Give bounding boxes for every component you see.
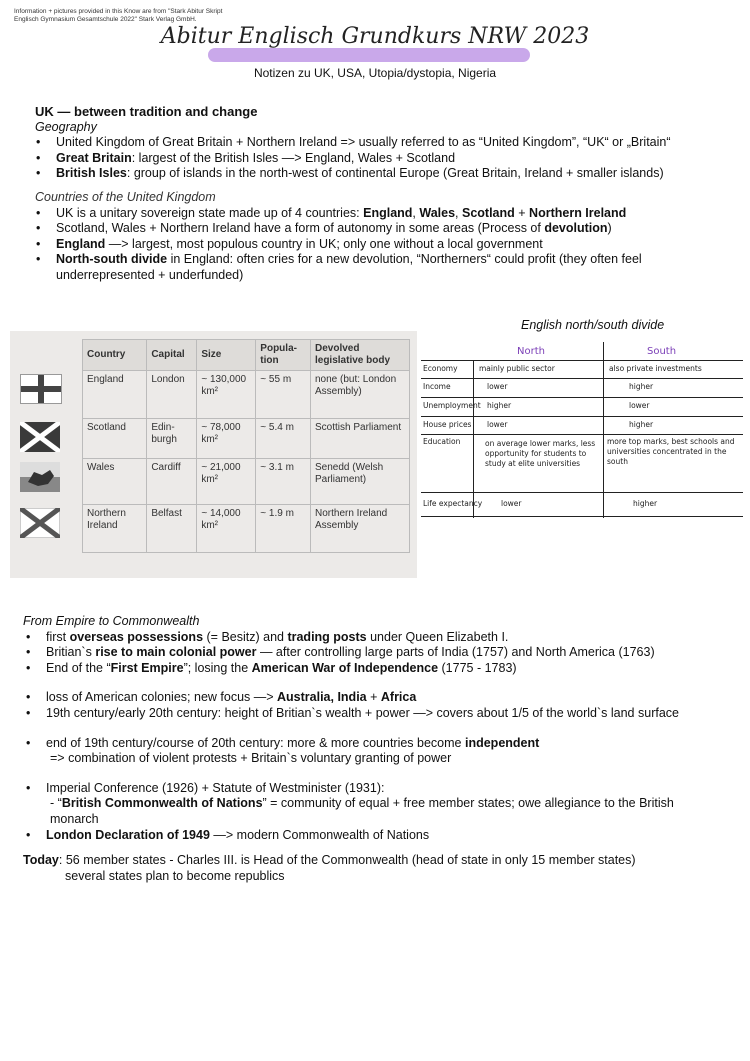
northern-ireland-flag-icon <box>20 508 60 538</box>
list-item: • UK is a unitary sovereign state made up of 4 countries: England, Wales, Scotland + Northern Ireland <box>32 206 712 222</box>
table-cell: ~ 1.9 m <box>256 505 311 553</box>
list-item: • Great Britain: largest of the British Isles —> England, Wales + Scotland <box>32 151 712 167</box>
col-header: Country <box>83 340 147 371</box>
row-south: also private investments <box>609 364 702 373</box>
list-item: • United Kingdom of Great Britain + Northern Ireland => usually referred to as “United Kingdom”, “UK“ or „Britain“ <box>32 135 712 151</box>
table-cell: Wales <box>83 459 147 505</box>
countries-heading: Countries of the United Kingdom <box>35 189 216 204</box>
north-header: North <box>517 346 545 357</box>
list-item: • Imperial Conference (1926) + Statute of Westminister (1931): <box>22 781 702 797</box>
geography-heading: Geography <box>35 119 97 134</box>
list-item: • Britian`s rise to main colonial power — after controlling large parts of India (1757) and North America (1763) <box>22 645 702 661</box>
row-north: mainly public sector <box>479 364 555 373</box>
countries-list <box>32 206 712 284</box>
row-south: higher <box>629 382 654 391</box>
list-item: • Scotland, Wales + Northern Ireland have a form of autonomy in some areas (Process of devolution) <box>32 221 712 237</box>
title-highlight <box>208 48 530 62</box>
table-cell: ~ 78,000 km² <box>197 419 256 459</box>
row-south: higher <box>629 420 654 429</box>
today-line: Today: 56 member states - Charles III. is Head of the Commonwealth (head of state in only 15 member states) <box>23 853 636 868</box>
countries-table <box>16 339 410 553</box>
list-item: • loss of American colonies; new focus —> Australia, India + Africa <box>22 690 702 706</box>
table-cell: Scottish Parliament <box>310 419 409 459</box>
row-label: House prices <box>423 420 472 429</box>
row-north: lower <box>487 420 508 429</box>
list-item: • 19th century/early 20th century: height of Britian`s wealth + power —> covers about 1/5 of the world`s land surface <box>22 706 702 722</box>
table-cell: Northern Ireland Assembly <box>310 505 409 553</box>
col-header: Devolved legislative body <box>310 340 409 371</box>
table-cell: ~ 21,000 km² <box>197 459 256 505</box>
col-header: Popula-tion <box>256 340 311 371</box>
source-note: Information + pictures provided in this Know are from "Stark Abitur Skript Englisch Gymnasium Gesamtschule 2022" Stark Verlag GmbH. <box>14 8 223 23</box>
list-item: • End of the “First Empire”; losing the American War of Independence (1775 - 1783) <box>22 661 702 677</box>
table-cell: Senedd (Welsh Parliament) <box>310 459 409 505</box>
table-cell: London <box>147 371 197 419</box>
table-cell: Edin-burgh <box>147 419 197 459</box>
list-item: • London Declaration of 1949 —> modern Commonwealth of Nations <box>22 828 702 844</box>
row-label: Life expectancy <box>423 499 483 508</box>
row-north: on average lower marks, less opportunity for students to study at elite universities <box>485 439 596 468</box>
row-label: Income <box>423 382 451 391</box>
countries-table-image <box>10 331 417 578</box>
section-heading: UK — between tradition and change <box>35 104 258 119</box>
row-north: lower <box>501 499 522 508</box>
empire-list <box>22 630 702 844</box>
table-cell: ~ 3.1 m <box>256 459 311 505</box>
table-cell: Northern Ireland <box>83 505 147 553</box>
table-cell: ~ 14,000 km² <box>197 505 256 553</box>
north-south-table <box>421 342 743 522</box>
england-flag-icon <box>20 374 62 404</box>
uk-section <box>0 104 750 284</box>
table-cell: England <box>83 371 147 419</box>
table-cell: Cardiff <box>147 459 197 505</box>
table-cell: ~ 5.4 m <box>256 419 311 459</box>
row-south: more top marks, best schools and universities concentrated in the south <box>607 437 735 466</box>
empire-section <box>0 614 750 884</box>
row-label: Education <box>423 437 461 446</box>
col-header: Capital <box>147 340 197 371</box>
table-cell: none (but: London Assembly) <box>310 371 409 419</box>
list-item: • end of 19th century/course of 20th century: more & more countries become independent <box>22 736 702 752</box>
table-cell: Belfast <box>147 505 197 553</box>
table-cell: ~ 130,000 km² <box>197 371 256 419</box>
row-label: Economy <box>423 364 458 373</box>
ns-title: English north/south divide <box>521 318 665 332</box>
table-cell: Scotland <box>83 419 147 459</box>
page-title: Abitur Englisch Grundkurs NRW 2023 <box>160 24 590 49</box>
list-subitem: - “British Commonwealth of Nations” = community of equal + free member states; owe allegiance to the British monarch <box>50 796 674 826</box>
wales-flag-icon <box>20 462 60 492</box>
list-item: • England —> largest, most populous country in UK; only one without a local government <box>32 237 712 253</box>
row-south: lower <box>629 401 650 410</box>
scotland-flag-icon <box>20 422 60 452</box>
geography-list <box>32 135 712 182</box>
list-item: • British Isles: group of islands in the north-west of continental Europe (Great Britain, Ireland + smaller islands) <box>32 166 712 182</box>
south-header: South <box>647 346 677 357</box>
page-subtitle: Notizen zu UK, USA, Utopia/dystopia, Nigeria <box>253 66 497 80</box>
today-line-2: several states plan to become republics <box>65 868 285 883</box>
list-subitem: => combination of violent protests + Britain`s voluntary granting of power <box>50 751 452 766</box>
list-item: • North-south divide in England: often cries for a new devolution, “Northerners“ could profit (they often feel underrepresented + underfunded) <box>32 252 712 283</box>
row-north: lower <box>487 382 508 391</box>
table-cell: ~ 55 m <box>256 371 311 419</box>
empire-heading: From Empire to Commonwealth <box>23 614 200 628</box>
row-south: higher <box>633 499 658 508</box>
row-north: higher <box>487 401 512 410</box>
list-item: • first overseas possessions (= Besitz) and trading posts under Queen Elizabeth I. <box>22 630 702 646</box>
col-header: Size <box>197 340 256 371</box>
row-label: Unemployment <box>423 401 481 410</box>
